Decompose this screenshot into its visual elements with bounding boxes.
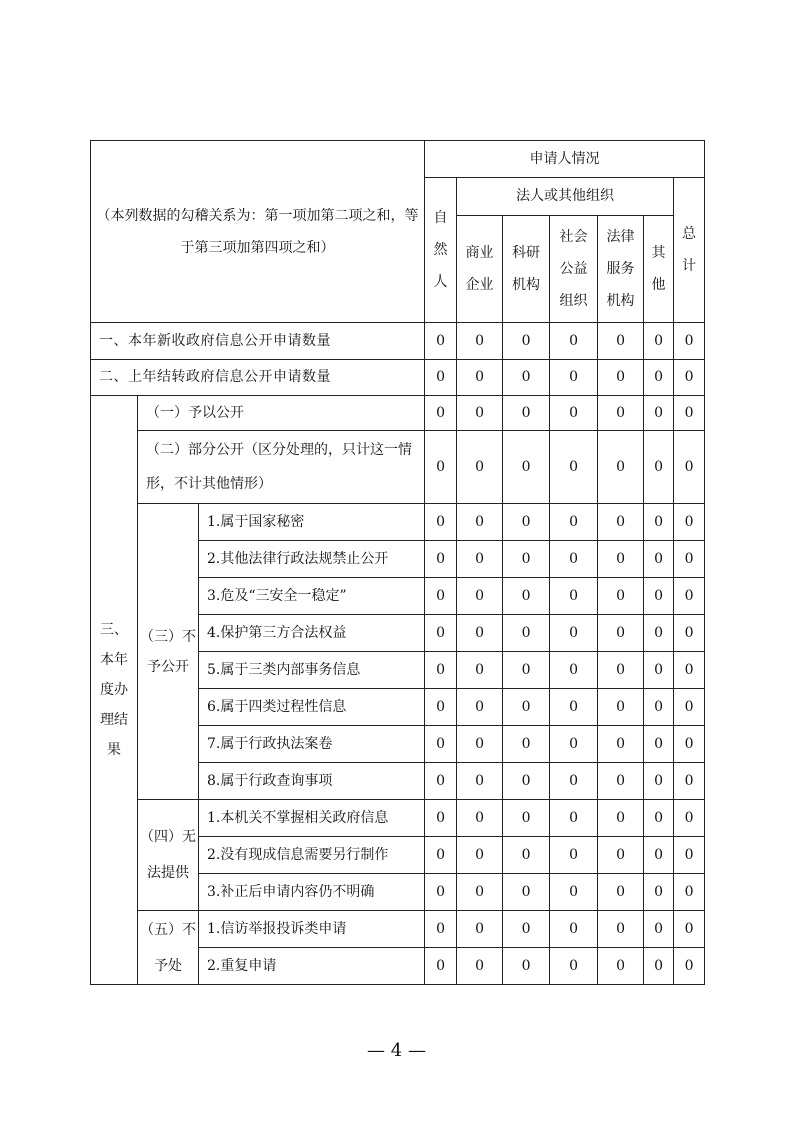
value-cell: 0 [598,360,644,396]
value-cell: 0 [644,911,674,948]
value-cell: 0 [503,652,550,689]
value-cell: 0 [425,652,457,689]
value-cell: 0 [457,541,503,578]
value-cell: 0 [598,948,644,985]
public-welfare-label: 社会公益组织 [559,229,588,309]
legal-service-label: 法律服务机构 [606,229,635,309]
section-3-5-label: （五）不予处 [140,921,196,974]
section-3-3-label: （三）不予公开 [140,628,196,675]
value-cell: 0 [550,911,598,948]
value-cell: 0 [550,396,598,431]
value-cell: 0 [550,726,598,763]
section-3-5-label-cell [138,911,199,985]
value-cell: 0 [425,948,457,985]
row-label: 3.危及“三安全一稳定” [199,578,425,615]
value-cell: 0 [425,541,457,578]
value-cell: 0 [425,578,457,615]
value-cell: 0 [644,396,674,431]
value-cell: 0 [503,763,550,800]
natural-person-header [425,178,457,323]
row-label-s1: 一、本年新收政府信息公开申请数量 [91,323,425,360]
value-cell: 0 [457,396,503,431]
value-cell: 0 [457,726,503,763]
value-cell: 0 [503,578,550,615]
value-cell: 0 [457,323,503,360]
value-cell: 0 [550,948,598,985]
row-label: 1.本机关不掌握相关政府信息 [199,800,425,837]
value-cell: 0 [550,431,598,504]
row-label-s2: 二、上年结转政府信息公开申请数量 [91,360,425,396]
row-label: 2.没有现成信息需要另行制作 [199,837,425,874]
value-cell: 0 [674,578,705,615]
header-note: （本列数据的勾稽关系为：第一项加第二项之和，等于第三项加第四项之和） [96,207,419,256]
value-cell: 0 [674,948,705,985]
public-welfare-header [550,216,598,323]
value-cell: 0 [598,396,644,431]
value-cell: 0 [674,323,705,360]
value-cell: 0 [503,396,550,431]
row-label: 7.属于行政执法案卷 [199,726,425,763]
row-label: 1.信访举报投诉类申请 [199,911,425,948]
row-label: 3.补正后申请内容仍不明确 [199,874,425,911]
value-cell: 0 [457,360,503,396]
value-cell: 0 [425,396,457,431]
value-cell: 0 [425,726,457,763]
value-cell: 0 [425,911,457,948]
value-cell: 0 [644,874,674,911]
header-note-cell [91,141,425,323]
table-row [91,504,705,541]
table-row [91,911,705,948]
commercial-label: 商业企业 [465,245,494,293]
value-cell: 0 [503,615,550,652]
row-label: 8.属于行政查询事项 [199,763,425,800]
value-cell: 0 [674,431,705,504]
value-cell: 0 [550,578,598,615]
value-cell: 0 [598,431,644,504]
total-label: 总计 [682,226,697,274]
value-cell: 0 [425,837,457,874]
value-cell: 0 [550,689,598,726]
value-cell: 0 [425,504,457,541]
value-cell: 0 [550,800,598,837]
value-cell: 0 [457,504,503,541]
table-row [91,800,705,837]
row-label-s3-2: （二）部分公开（区分处理的，只计这一情形，不计其他情形） [146,442,412,492]
section-3-4-label-cell [138,800,199,911]
value-cell: 0 [598,911,644,948]
value-cell: 0 [644,800,674,837]
value-cell: 0 [674,615,705,652]
row-label: 4.保护第三方合法权益 [199,615,425,652]
value-cell: 0 [674,652,705,689]
value-cell: 0 [457,837,503,874]
value-cell: 0 [550,874,598,911]
value-cell: 0 [598,578,644,615]
value-cell: 0 [598,726,644,763]
table-row [91,360,705,396]
value-cell: 0 [550,652,598,689]
value-cell: 0 [457,911,503,948]
value-cell: 0 [644,360,674,396]
value-cell: 0 [674,726,705,763]
legal-service-header [598,216,644,323]
value-cell: 0 [550,504,598,541]
section-3-label-cell [91,396,138,985]
value-cell: 0 [644,504,674,541]
value-cell: 0 [644,948,674,985]
research-label: 科研机构 [512,245,541,293]
row-label: 2.重复申请 [199,948,425,985]
value-cell: 0 [503,504,550,541]
row-label-s3-1: （一）予以公开 [138,396,425,431]
value-cell: 0 [503,948,550,985]
value-cell: 0 [457,763,503,800]
value-cell: 0 [457,800,503,837]
value-cell: 0 [503,837,550,874]
value-cell: 0 [457,578,503,615]
value-cell: 0 [457,652,503,689]
section-3-3-label-cell [138,504,199,800]
value-cell: 0 [503,726,550,763]
table-row [91,431,705,504]
value-cell: 0 [425,615,457,652]
value-cell: 0 [425,360,457,396]
total-header [674,178,705,323]
value-cell: 0 [598,323,644,360]
value-cell: 0 [425,689,457,726]
value-cell: 0 [550,615,598,652]
value-cell: 0 [550,763,598,800]
value-cell: 0 [598,615,644,652]
value-cell: 0 [644,652,674,689]
value-cell: 0 [644,541,674,578]
value-cell: 0 [674,874,705,911]
value-cell: 0 [598,874,644,911]
value-cell: 0 [503,689,550,726]
value-cell: 0 [674,504,705,541]
value-cell: 0 [674,837,705,874]
value-cell: 0 [598,800,644,837]
row-label: 6.属于四类过程性信息 [199,689,425,726]
value-cell: 0 [425,763,457,800]
value-cell: 0 [598,763,644,800]
other-header [644,216,674,323]
value-cell: 0 [503,911,550,948]
info-disclosure-table [90,140,705,985]
row-label: 2.其他法律行政法规禁止公开 [199,541,425,578]
value-cell: 0 [457,689,503,726]
value-cell: 0 [425,323,457,360]
value-cell: 0 [674,360,705,396]
value-cell: 0 [644,323,674,360]
research-header [503,216,550,323]
value-cell: 0 [674,763,705,800]
value-cell: 0 [674,689,705,726]
value-cell: 0 [503,541,550,578]
value-cell: 0 [457,874,503,911]
table-row [91,396,705,431]
value-cell: 0 [550,360,598,396]
value-cell: 0 [644,726,674,763]
value-cell: 0 [674,396,705,431]
commercial-header [457,216,503,323]
value-cell: 0 [550,837,598,874]
value-cell: 0 [644,431,674,504]
value-cell: 0 [598,837,644,874]
table-row [91,323,705,360]
value-cell: 0 [598,541,644,578]
value-cell: 0 [598,652,644,689]
value-cell: 0 [598,689,644,726]
row-label: 1.属于国家秘密 [199,504,425,541]
value-cell: 0 [674,911,705,948]
value-cell: 0 [644,578,674,615]
value-cell: 0 [644,763,674,800]
value-cell: 0 [550,323,598,360]
value-cell: 0 [644,837,674,874]
section-3-label: 三、本年度办理结果 [100,622,128,758]
value-cell: 0 [503,323,550,360]
value-cell: 0 [457,431,503,504]
value-cell: 0 [457,948,503,985]
natural-person-label: 自然人 [433,210,448,290]
value-cell: 0 [644,615,674,652]
value-cell: 0 [457,615,503,652]
value-cell: 0 [674,800,705,837]
legal-person-group-header: 法人或其他组织 [457,178,674,216]
value-cell: 0 [674,541,705,578]
value-cell: 0 [425,431,457,504]
value-cell: 0 [598,504,644,541]
value-cell: 0 [425,874,457,911]
applicant-situation-header: 申请人情况 [425,141,705,178]
value-cell: 0 [425,800,457,837]
value-cell: 0 [644,689,674,726]
value-cell: 0 [503,800,550,837]
value-cell: 0 [550,541,598,578]
value-cell: 0 [503,431,550,504]
page-number: — 4 — [367,1040,426,1061]
other-label: 其他 [651,245,666,293]
section-3-4-label: （四）无法提供 [140,829,196,881]
value-cell: 0 [503,874,550,911]
row-label: 5.属于三类内部事务信息 [199,652,425,689]
row-label-s3-2-cell [138,431,425,504]
value-cell: 0 [503,360,550,396]
